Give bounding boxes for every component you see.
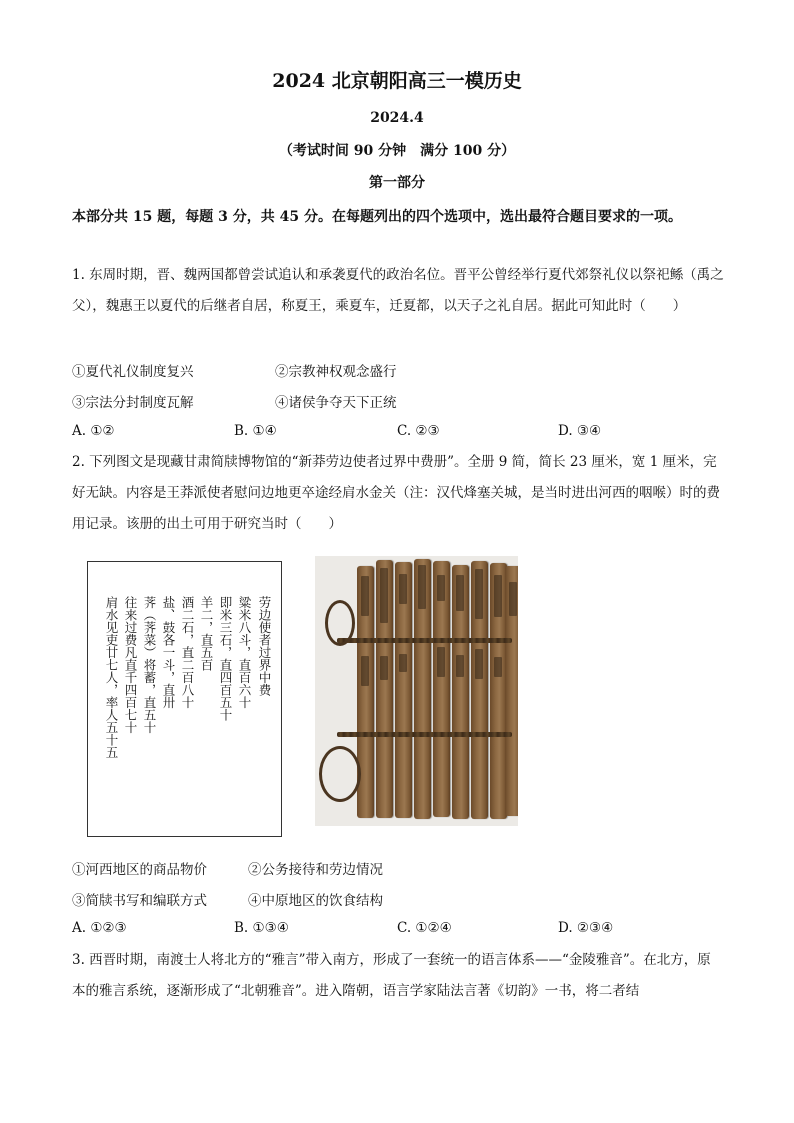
section-instruction: 本部分共 15 题，每题 3 分，共 45 分。在每题列出的四个选项中，选出最符合题目要求的一项。: [72, 209, 682, 225]
q1-item-4: ④诸侯争夺天下正统: [275, 395, 397, 411]
q2-choice-a[interactable]: A. ①②③: [72, 920, 127, 936]
bamboo-slip: [414, 559, 431, 819]
slip-text-column: 劳边使者过界中费: [257, 596, 272, 696]
cord-end-loop: [325, 600, 355, 646]
slip-text-column: 羊二，直五百: [199, 596, 214, 671]
binding-cord: [337, 638, 512, 643]
binding-cord: [337, 732, 512, 737]
q2-item-1: ①河西地区的商品物价: [72, 862, 207, 878]
q1-choice-b[interactable]: B. ①④: [234, 423, 277, 439]
q1-choice-d[interactable]: D. ③④: [558, 423, 602, 439]
slip-text-column: 荠（荠菜）将蓄，直五十: [142, 596, 157, 734]
section-heading: 第一部分: [369, 175, 425, 191]
slip-text-column: 往来过费凡直千四百七十: [123, 596, 138, 734]
question-3-stem: 3. 西晋时期，南渡士人将北方的“雅言”带入南方，形成了一套统一的语言体系——“金陵雅音”。在北方，原本的雅言系统，逐渐形成了“北朝雅音”。进入隋朝，语言学家陆法言著《切韵》一书，将二者结: [72, 952, 711, 999]
q2-item-2: ②公务接待和劳边情况: [248, 862, 383, 878]
page-title: 2024 北京朝阳高三一模历史: [272, 70, 522, 92]
bamboo-slip: [395, 562, 412, 818]
q1-item-1: ①夏代礼仪制度复兴: [72, 364, 194, 380]
q2-choice-c[interactable]: C. ①②④: [397, 920, 452, 936]
slip-text-column: 盐、鼓各一斗，直卅: [161, 596, 176, 709]
q1-choice-a[interactable]: A. ①②: [72, 423, 115, 439]
slip-text-column: 肩水见吏廿七人，率人五十五: [104, 596, 119, 759]
exam-info: （考试时间 90 分钟 满分 100 分）: [278, 143, 516, 159]
cord-end-loop: [319, 746, 361, 802]
q2-item-3: ③简牍书写和编联方式: [72, 893, 207, 909]
bamboo-slip: [452, 565, 469, 819]
q2-choice-b[interactable]: B. ①③④: [234, 920, 289, 936]
slip-transcription-box: [87, 561, 282, 837]
bamboo-slip: [505, 566, 518, 816]
bamboo-slip: [433, 561, 450, 817]
q2-choice-d[interactable]: D. ②③④: [558, 920, 614, 936]
q1-choice-c[interactable]: C. ②③: [397, 423, 440, 439]
bamboo-slip: [471, 561, 488, 819]
q1-item-2: ②宗教神权观念盛行: [275, 364, 397, 380]
bamboo-slip: [376, 560, 393, 818]
q1-item-3: ③宗法分封制度瓦解: [72, 395, 194, 411]
q2-item-4: ④中原地区的饮食结构: [248, 893, 383, 909]
bamboo-slips-photo: [315, 556, 518, 826]
slip-text-column: 酒二石，直二百八十: [180, 596, 195, 709]
question-2-stem: 2. 下列图文是现藏甘肃简牍博物馆的“新莽劳边使者过界中费册”。全册 9 简，简长 23 厘米，宽 1 厘米，完好无缺。内容是王莽派使者慰问边地更卒途经肩水金关（注：汉代烽塞关城，是当时进出河西的咽喉）时的费用记录。该册的出土可用于研究当时（ ）: [72, 454, 720, 532]
slip-text-column: 即米三石，直四百五十: [218, 596, 233, 721]
exam-date: 2024.4: [370, 110, 424, 126]
slip-text-column: 粱米八斗，直百六十: [237, 596, 252, 709]
question-1-stem: 1. 东周时期，晋、魏两国都曾尝试追认和承袭夏代的政治名位。晋平公曾经举行夏代郊祭礼仪以祭祀鲧（禹之父），魏惠王以夏代的后继者自居，称夏王，乘夏车，迁夏都，以天子之礼自居。据此可知此时（ ）: [72, 267, 724, 314]
